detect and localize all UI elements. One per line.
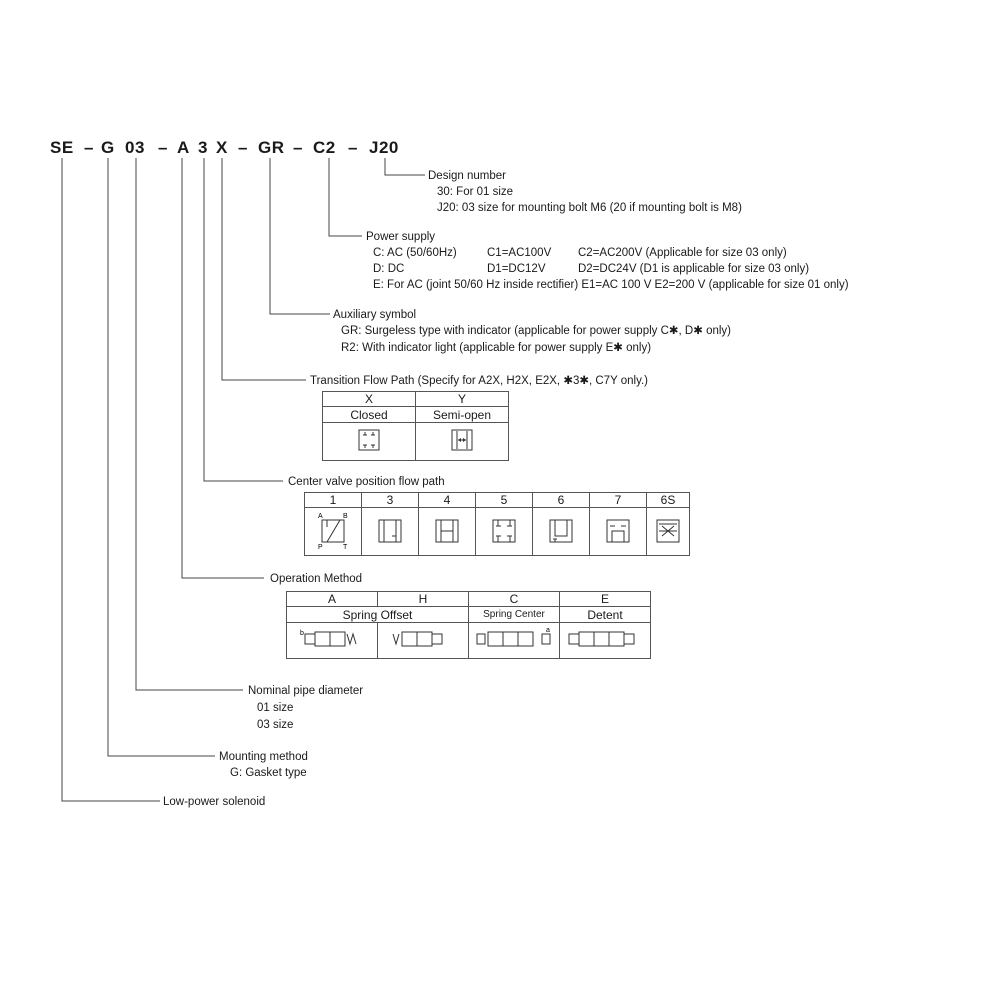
code-j20: J20 <box>369 138 399 157</box>
power-supply-title: Power supply <box>366 231 436 243</box>
center-symbol-5 <box>476 508 533 556</box>
port-a-label: A <box>318 513 323 520</box>
center-flow-symbol-3 <box>372 509 408 551</box>
port-b-label: B <box>343 513 348 520</box>
operation-code-e: E <box>560 592 651 607</box>
code-se: SE <box>50 138 74 157</box>
pipe-line-2: 03 size <box>257 719 294 731</box>
power-d-3: D2=DC24V (D1 is applicable for size 03 only) <box>578 263 810 275</box>
spring-center-symbol <box>474 625 554 653</box>
operation-code-c: C <box>469 592 560 607</box>
transition-symbol-semi-open <box>416 423 509 461</box>
power-c-3: C2=AC200V (Applicable for size 03 only) <box>578 247 787 259</box>
detent-symbol <box>565 625 645 653</box>
design-number-line-1: 30: For 01 size <box>437 186 514 198</box>
code-a: A <box>177 138 190 157</box>
center-flow-symbol-6s <box>650 509 686 551</box>
power-c-2: C1=AC100V <box>487 247 552 259</box>
operation-symbol-c <box>469 623 560 659</box>
transition-code-y: Y <box>416 392 509 407</box>
transition-name-closed: Closed <box>323 407 416 423</box>
center-flow-symbol-5 <box>486 509 522 551</box>
port-p-label: P <box>318 544 323 551</box>
spring-offset-a-symbol <box>297 625 367 653</box>
operation-symbol-h <box>378 623 469 659</box>
transition-name-semi-open: Semi-open <box>416 407 509 423</box>
code-dash-4: – <box>293 138 303 157</box>
center-symbol-6 <box>533 508 590 556</box>
power-e: E: For AC (joint 50/60 Hz inside rectifier) E1=AC 100 V E2=200 V (applicable for size 01 only) <box>373 279 849 291</box>
center-flow-symbol-7 <box>600 509 636 551</box>
operation-name-detent: Detent <box>560 607 651 623</box>
operation-name-spring-center: Spring Center <box>469 607 560 623</box>
solenoid-title: Low-power solenoid <box>163 796 266 808</box>
side-a-label: a <box>546 627 550 634</box>
center-code-4: 4 <box>419 493 476 508</box>
design-number-line-2: J20: 03 size for mounting bolt M6 (20 if mounting bolt is M8) <box>437 202 742 214</box>
transition-title: Transition Flow Path (Specify for A2X, H2X, E2X, ✱3✱, C7Y only.) <box>310 375 649 387</box>
center-table <box>304 492 690 556</box>
center-flow-symbol-1 <box>315 509 351 551</box>
power-d-2: D1=DC12V <box>487 263 546 275</box>
center-code-7: 7 <box>590 493 647 508</box>
auxiliary-line-1: GR: Surgeless type with indicator (applicable for power supply C✱, D✱ only) <box>341 325 731 337</box>
code-dash-2: – <box>158 138 168 157</box>
center-code-3: 3 <box>362 493 419 508</box>
semi-open-flow-symbol <box>451 429 473 451</box>
operation-table <box>286 591 651 659</box>
center-flow-symbol-6 <box>543 509 579 551</box>
code-gr: GR <box>258 138 285 157</box>
code-dash-1: – <box>84 138 94 157</box>
center-code-1: 1 <box>305 493 362 508</box>
mounting-line-1: G: Gasket type <box>230 767 307 779</box>
auxiliary-title: Auxiliary symbol <box>333 309 417 321</box>
code-dash-3: – <box>238 138 248 157</box>
mounting-title: Mounting method <box>219 751 308 763</box>
power-d-1: D: DC <box>373 263 405 275</box>
transition-table <box>322 391 509 461</box>
operation-symbol-a <box>287 623 378 659</box>
power-c-1: C: AC (50/60Hz) <box>373 247 457 259</box>
pipe-title: Nominal pipe diameter <box>248 685 364 697</box>
transition-symbol-closed <box>323 423 416 461</box>
center-flow-symbol-4 <box>429 509 465 551</box>
operation-symbol-e <box>560 623 651 659</box>
center-title: Center valve position flow path <box>288 476 445 488</box>
side-b-label: b <box>300 630 304 637</box>
center-symbol-4 <box>419 508 476 556</box>
operation-code-h: H <box>378 592 469 607</box>
closed-flow-symbol <box>358 429 380 451</box>
center-code-5: 5 <box>476 493 533 508</box>
port-t-label: T <box>343 544 348 551</box>
center-symbol-1 <box>305 508 362 556</box>
center-code-6s: 6S <box>647 493 690 508</box>
code-g: G <box>101 138 115 157</box>
code-x: X <box>216 138 228 157</box>
spring-offset-h-symbol <box>388 625 458 653</box>
center-code-6: 6 <box>533 493 590 508</box>
code-3: 3 <box>198 138 208 157</box>
center-symbol-7 <box>590 508 647 556</box>
code-dash-5: – <box>348 138 358 157</box>
center-symbol-6s <box>647 508 690 556</box>
pipe-line-1: 01 size <box>257 702 294 714</box>
center-symbol-3 <box>362 508 419 556</box>
design-number-title: Design number <box>428 170 506 182</box>
operation-title: Operation Method <box>270 573 363 585</box>
code-c2: C2 <box>313 138 336 157</box>
operation-code-a: A <box>287 592 378 607</box>
operation-name-spring-offset: Spring Offset <box>287 607 469 623</box>
transition-code-x: X <box>323 392 416 407</box>
code-03: 03 <box>125 138 145 157</box>
auxiliary-line-2: R2: With indicator light (applicable for power supply E✱ only) <box>341 342 652 354</box>
